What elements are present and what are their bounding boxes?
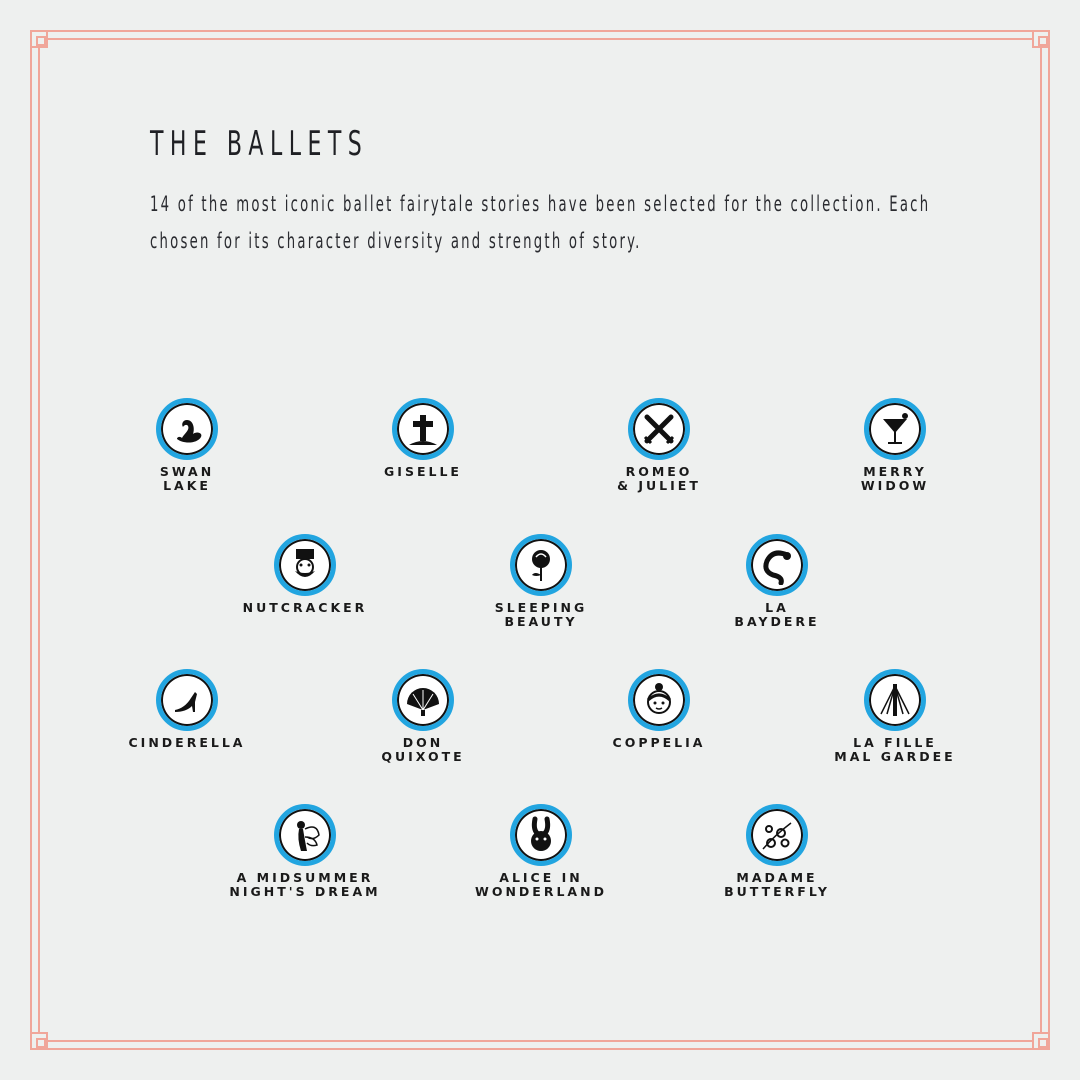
slipper-icon [156, 669, 218, 731]
ballet-label: DON QUIXOTE [381, 735, 465, 764]
frame-corner [30, 30, 48, 48]
frame-corner [30, 1032, 48, 1050]
ballet-item [677, 804, 877, 899]
ballet-label: COPPELIA [612, 735, 706, 750]
ballet-label: SLEEPING BEAUTY [494, 600, 588, 629]
ballet-label: ROMEO & JULIET [617, 464, 701, 493]
ballet-label: ALICE IN WONDERLAND [475, 870, 607, 899]
cocktail-icon [864, 398, 926, 460]
rabbit-icon [510, 804, 572, 866]
ballet-item [87, 398, 287, 493]
ballet-item [323, 669, 523, 764]
ballet-label: MADAME BUTTERFLY [724, 870, 830, 899]
fan-icon [392, 669, 454, 731]
swan-icon [156, 398, 218, 460]
fairy-icon [274, 804, 336, 866]
ballet-item [323, 398, 523, 479]
blossom-icon [746, 804, 808, 866]
ballet-label: LA FILLE MAL GARDEE [834, 735, 956, 764]
ballet-label: SWAN LAKE [159, 464, 215, 493]
ballet-label: LA BAYDERE [734, 600, 820, 629]
ballet-item [441, 804, 641, 899]
snake-icon [746, 534, 808, 596]
ballet-item [87, 669, 287, 750]
ballet-item [677, 534, 877, 629]
frame-corner [1032, 1032, 1050, 1050]
ballet-item [559, 398, 759, 493]
ballet-item [795, 669, 995, 764]
maypole-icon [864, 669, 926, 731]
page-description: 14 of the most iconic ballet fairytale stories have been selected for the collection. Each chosen for its character diversity and strength of story. [150, 192, 931, 253]
frame-corner [1032, 30, 1050, 48]
ballet-label: CINDERELLA [128, 735, 246, 750]
ballet-label: A MIDSUMMER NIGHT'S DREAM [229, 870, 381, 899]
page-title: THE BALLETS [150, 124, 369, 164]
ballet-label: MERRY WIDOW [860, 464, 930, 493]
cross-icon [392, 398, 454, 460]
ballet-item [441, 534, 641, 629]
ballet-item [205, 804, 405, 899]
rose-icon [510, 534, 572, 596]
ballet-label: NUTCRACKER [242, 600, 368, 615]
ballet-item [795, 398, 995, 493]
nutcracker-icon [274, 534, 336, 596]
crossed-swords-icon [628, 398, 690, 460]
doll-icon [628, 669, 690, 731]
ballet-item [205, 534, 405, 615]
ballet-label: GISELLE [384, 464, 462, 479]
ballet-item [559, 669, 759, 750]
